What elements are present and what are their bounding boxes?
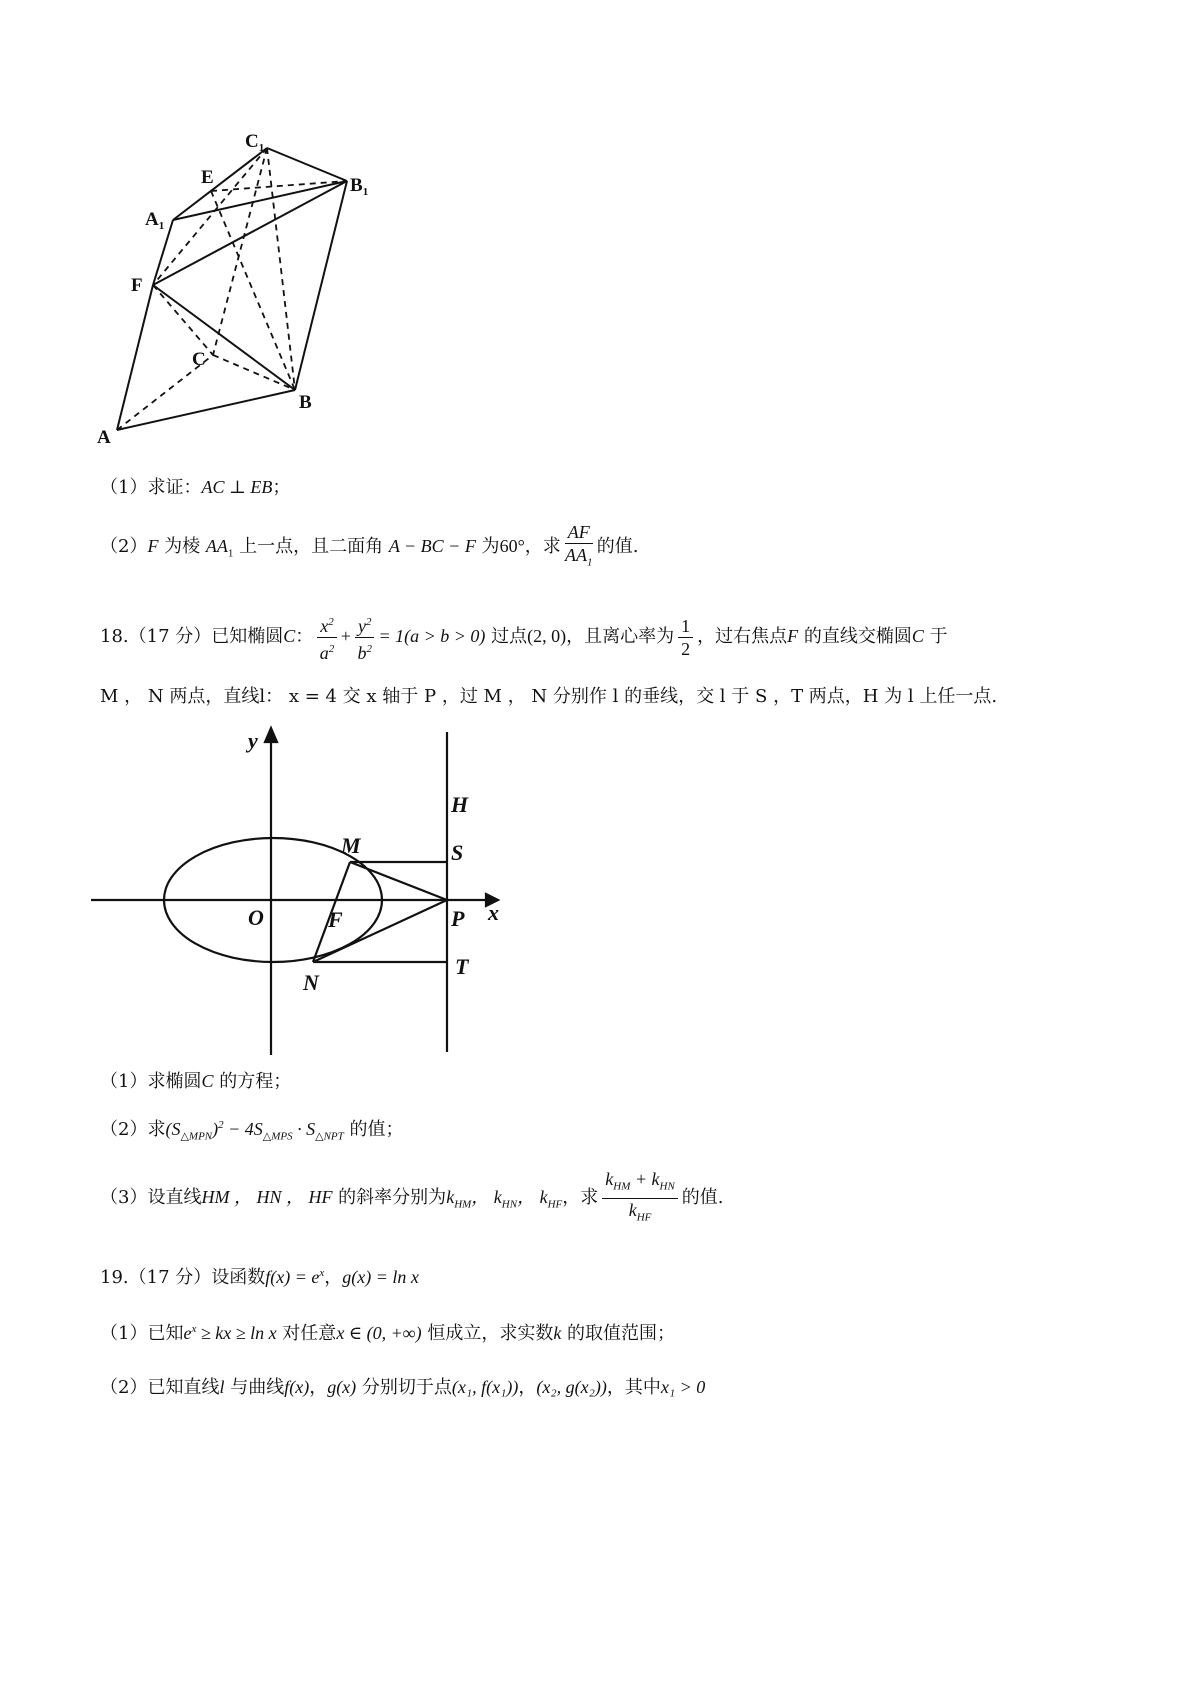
q19-part2: （2）已知直线l 与曲线f(x)，g(x) 分别切于点(x₁, f(x₁))，(x₂, g(x₂))，其中x₁ > 0 bbox=[100, 1377, 706, 1398]
y-axis-arrow bbox=[265, 728, 277, 742]
label-F: F bbox=[328, 907, 343, 932]
label-N: N bbox=[303, 970, 319, 995]
label-A1: $A_1$ bbox=[145, 209, 165, 232]
af-over-aa1-fraction: $\frac{AF}{AA_1}$ bbox=[565, 521, 593, 569]
label-B: B bbox=[299, 392, 312, 413]
label-C1: $C_1$ bbox=[245, 131, 265, 154]
q18-part1: （1）求椭圆C 的方程； bbox=[100, 1071, 292, 1092]
label-A: A bbox=[97, 427, 111, 448]
label-F: F bbox=[131, 275, 143, 296]
prism-figure bbox=[95, 125, 405, 460]
label-P: P bbox=[451, 906, 465, 931]
label-M: M bbox=[341, 833, 361, 858]
label-C: C bbox=[192, 349, 206, 370]
label-S: S bbox=[451, 840, 464, 865]
edge-FA bbox=[117, 285, 153, 430]
edge-C1B1 bbox=[267, 148, 347, 181]
edge-B1B bbox=[295, 181, 347, 390]
label-y: y bbox=[248, 728, 258, 753]
q18-part2: （2）求$(S_{\triangle MPN})^2 - 4S_{\triangle MPS} \cdot S_{\triangle NPT}$ 的值； bbox=[100, 1119, 404, 1143]
q18-stem-line2: M ， N 两点，直线l： x = 4 交 x 轴于 P ，过 M ， N 分别作 l 的垂线，交 l 于 S ，T 两点，H 为 l 上任一点. bbox=[100, 686, 998, 707]
label-O: O bbox=[248, 905, 264, 930]
edge-C1C bbox=[213, 148, 267, 355]
q17-part2: （2）F 为棱 $AA_1$ 上一点，且二面角 A − BC − F 为60°，求 $\frac{AF}{AA_1}$ 的值. bbox=[100, 518, 639, 582]
q17-part1: （1）求证：AC ⊥ EB； bbox=[100, 477, 291, 498]
q19-stem: 19.（17 分）设函数$f(x) = e^x$，g(x) = ln x bbox=[100, 1267, 419, 1288]
label-T: T bbox=[455, 954, 469, 979]
q19-part1: （1）已知$e^x$ ≥ kx ≥ ln x 对任意x ∈ (0, +∞) 恒成立，求实数k 的取值范围； bbox=[100, 1323, 676, 1344]
edge-FB1 bbox=[153, 181, 347, 285]
ellipse-figure bbox=[88, 720, 528, 1065]
edge-FC bbox=[153, 285, 213, 355]
q18-part3: （3）设直线HM ， HN ， HF 的斜率分别为$k_{HM}$， $k_{HN}$， $k_{HF}$，求 $\frac{k_{HM} + k_{HN}}{k_{HF}}$ 的值. bbox=[100, 1168, 724, 1233]
q18-stem-line1: 18.（17 分）已知椭圆C： $\frac{x^2}{a^2}$ + $\frac{y^2}{b^2}$ = 1(a > b > 0) 过点(2, 0)，且离心率为 $\frac{1}{2}$ ，过右焦点F 的直线交椭圆C 于 bbox=[100, 608, 948, 665]
label-B1: $B_1$ bbox=[350, 175, 369, 198]
label-x: x bbox=[488, 900, 499, 925]
segment-MP bbox=[350, 862, 447, 900]
label-H: H bbox=[451, 792, 469, 817]
slope-ratio-fraction: $\frac{k_{HM} + k_{HN}}{k_{HF}}$ bbox=[602, 1168, 678, 1228]
label-E: E bbox=[201, 167, 214, 188]
